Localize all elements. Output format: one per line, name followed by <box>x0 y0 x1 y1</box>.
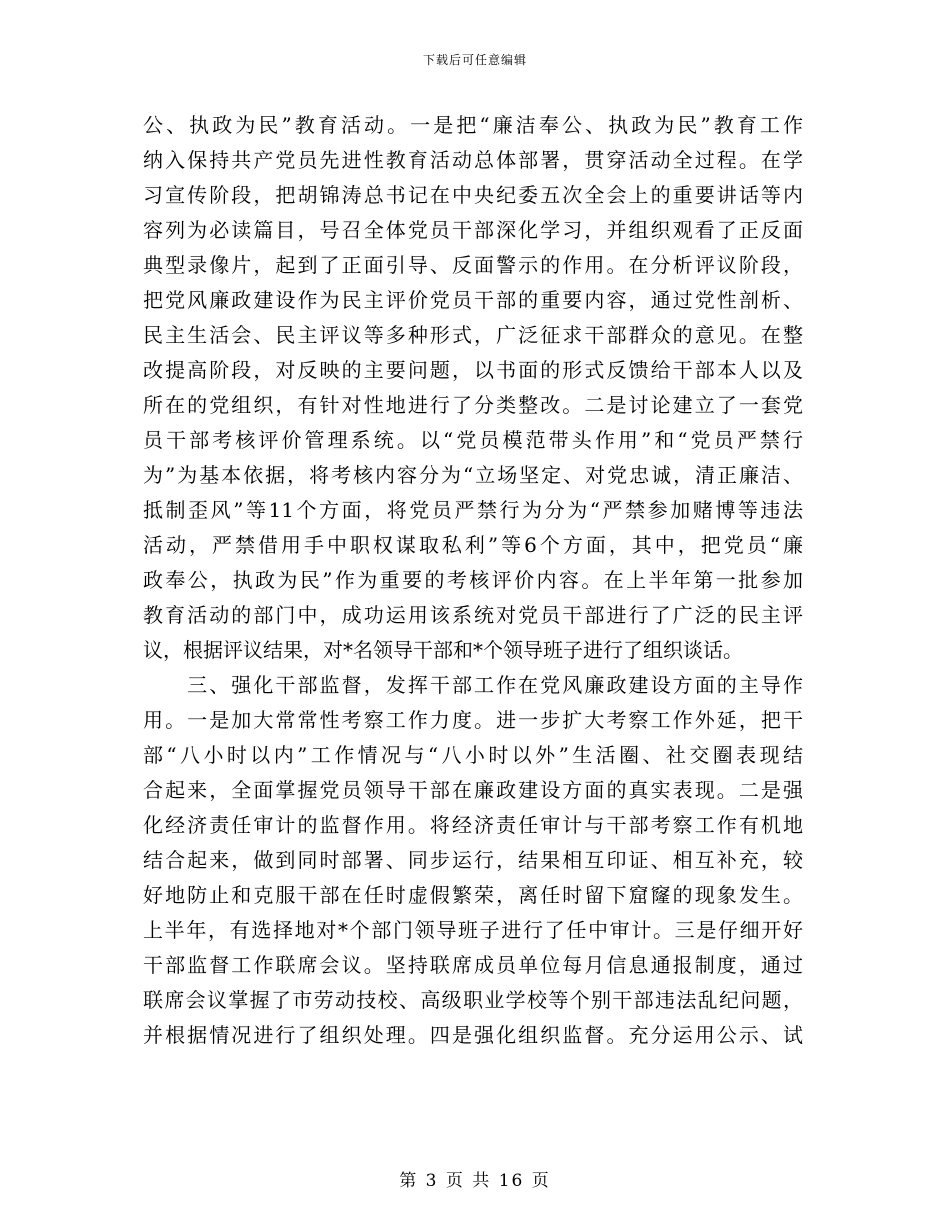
text-line: 合起来，全面掌握党员领导干部在廉政建设方面的真实表现。二是强 <box>143 778 803 802</box>
text-line: 活动，严禁借用手中职权谋取私利”等6个方面，其中，把党员“廉 <box>143 533 803 557</box>
text-line: 政奉公，执政为民”作为重要的考核评价内容。在上半年第一批参加 <box>143 568 803 592</box>
text-line: 干部监督工作联席会议。坚持联席成员单位每月信息通报制度，通过 <box>143 953 803 977</box>
text-line: 典型录像片，起到了正面引导、反面警示的作用。在分析评议阶段， <box>143 253 803 277</box>
text-line: 部“八小时以内”工作情况与“八小时以外”生活圈、社交圈表现结 <box>143 743 803 767</box>
text-line: 抵制歪风”等11个方面，将党员严禁行为分为“严禁参加赌博等违法 <box>143 498 803 522</box>
text-line: 并根据情况进行了组织处理。四是强化组织监督。充分运用公示、试 <box>143 1023 803 1047</box>
text-line: 联席会议掌握了市劳动技校、高级职业学校等个别干部违法乱纪问题， <box>143 988 803 1012</box>
text-line: 议，根据评议结果，对*名领导干部和*个领导班子进行了组织谈话。 <box>143 638 743 662</box>
section-heading-line: 三、强化干部监督，发挥干部工作在党风廉政建设方面的主导作 <box>143 673 803 697</box>
text-line: 把党风廉政建设作为民主评价党员干部的重要内容，通过党性剖析、 <box>143 288 803 312</box>
text-line: 化经济责任审计的监督作用。将经济责任审计与干部考察工作有机地 <box>143 813 803 837</box>
text-line: 为”为基本依据，将考核内容分为“立场坚定、对党忠诚，清正廉洁、 <box>143 463 803 487</box>
text-line: 习宣传阶段，把胡锦涛总书记在中央纪委五次全会上的重要讲话等内 <box>143 183 803 207</box>
text-line: 民主生活会、民主评议等多种形式，广泛征求干部群众的意见。在整 <box>143 323 803 347</box>
text-line: 用。一是加大常常性考察工作力度。进一步扩大考察工作外延，把干 <box>143 708 803 732</box>
text-line: 改提高阶段，对反映的主要问题，以书面的形式反馈给干部本人以及 <box>143 358 803 382</box>
page-number-footer: 第 3 页 共 16 页 <box>399 1171 551 1191</box>
text-line: 纳入保持共产党员先进性教育活动总体部署，贯穿活动全过程。在学 <box>143 148 803 172</box>
page-header-note: 下载后可任意编辑 <box>422 53 527 67</box>
text-line: 上半年，有选择地对*个部门领导班子进行了任中审计。三是仔细开好 <box>143 918 803 942</box>
text-line: 员干部考核评价管理系统。以“党员模范带头作用”和“党员严禁行 <box>143 428 803 452</box>
text-line: 公、执政为民”教育活动。一是把“廉洁奉公、执政为民”教育工作 <box>143 113 803 137</box>
text-line: 所在的党组织，有针对性地进行了分类整改。二是讨论建立了一套党 <box>143 393 803 417</box>
document-body <box>143 108 803 1053</box>
text-line: 容列为必读篇目，号召全体党员干部深化学习，并组织观看了正反面 <box>143 218 803 242</box>
text-line: 好地防止和克服干部在任时虚假繁荣，离任时留下窟窿的现象发生。 <box>143 883 803 907</box>
text-line: 结合起来，做到同时部署、同步运行，结果相互印证、相互补充，较 <box>143 848 803 872</box>
text-line: 教育活动的部门中，成功运用该系统对党员干部进行了广泛的民主评 <box>143 603 803 627</box>
